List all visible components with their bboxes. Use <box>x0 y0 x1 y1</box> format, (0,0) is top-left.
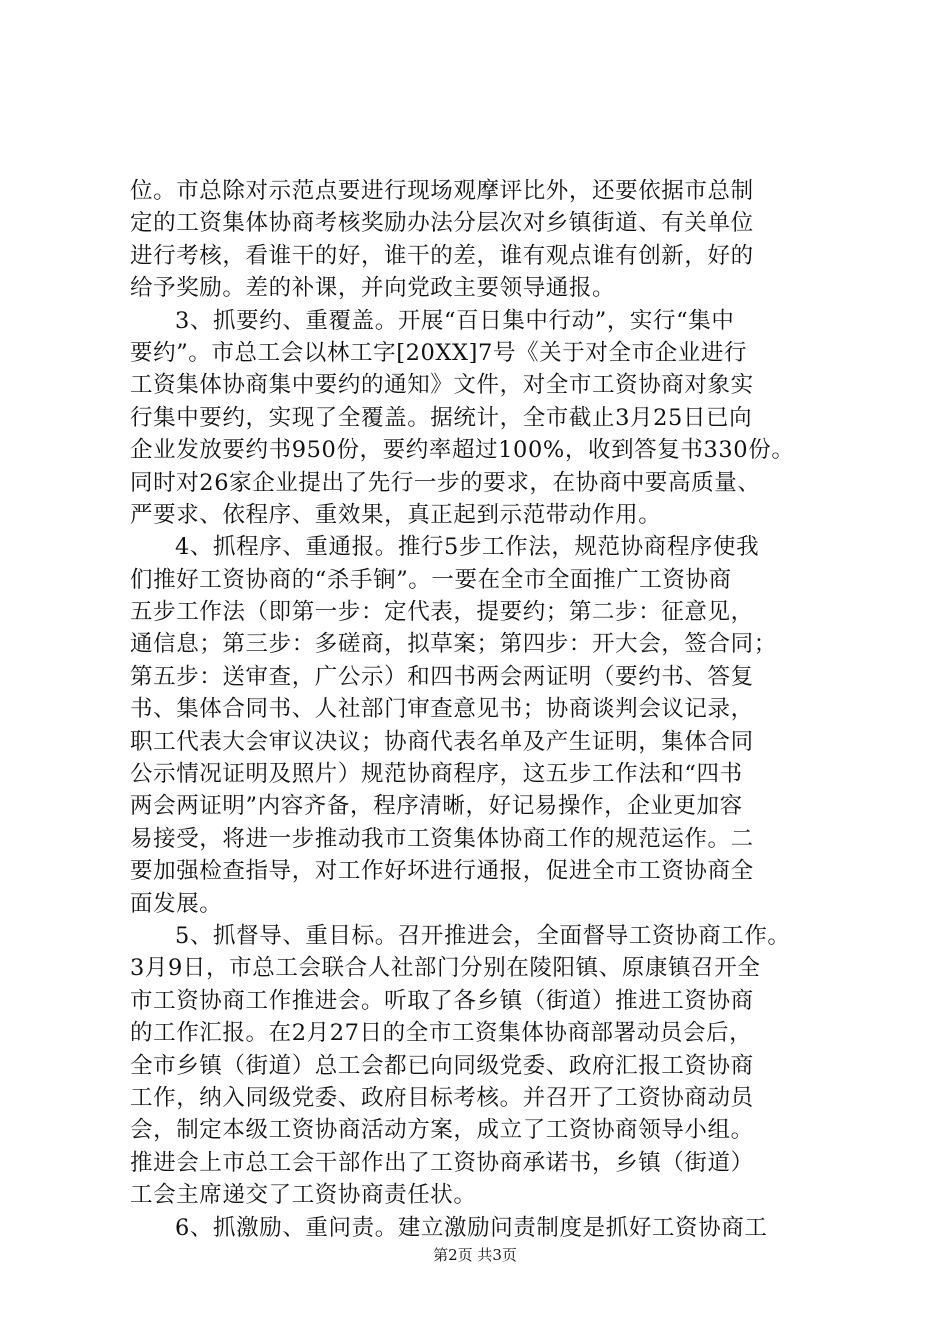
text-line: 市工资协商工作推进会。听取了各乡镇（街道）推进工资协商 <box>130 987 754 1014</box>
text-line: 要加强检查指导，对工作好坏进行通报，促进全市工资协商全 <box>130 858 754 885</box>
text-line: 位。市总除对示范点要进行现场观摩评比外，还要依据市总制 <box>130 178 754 204</box>
text-line: 们推好工资协商的“杀手锏”。一要在全市全面推广工资协商 <box>130 566 732 593</box>
text-line: 全市乡镇（街道）总工会都已向同级党委、政府汇报工资协商 <box>130 1052 754 1079</box>
paragraph-start-line: 6、抓激励、重问责。建立激励问责制度是抓好工资协商工 <box>175 1214 768 1241</box>
page-number-footer: 第2页 共3页 <box>433 1246 517 1264</box>
text-line: 严要求、依程序、重效果，真正起到示范带动作用。 <box>130 501 662 528</box>
text-line: 会，制定本级工资协商活动方案，成立了工资协商领导小组。 <box>130 1117 754 1144</box>
text-line: 的工作汇报。在2月27日的全市工资集体协商部署动员会后， <box>130 1020 753 1047</box>
text-line: 书、集体合同书、人社部门审查意见书；协商谈判会议记录， <box>130 696 754 723</box>
paragraph-start-line: 4、抓程序、重通报。推行5步工作法，规范协商程序使我 <box>175 534 760 561</box>
text-line: 面发展。 <box>130 890 223 917</box>
text-line: 五步工作法（即第一步：定代表，提要约；第二步：征意见， <box>130 599 754 626</box>
text-line: 职工代表大会审议决议；协商代表名单及产生证明，集体合同 <box>130 728 754 755</box>
paragraph-start-line: 3、抓要约、重覆盖。开展“百日集中行动”，实行“集中 <box>175 307 735 334</box>
paragraph-start-line: 5、抓督导、重目标。召开推进会，全面督导工资协商工作。 <box>175 922 791 949</box>
document-body <box>130 175 826 1244</box>
text-line: 企业发放要约书950份，要约率超过100%，收到答复书330份。 <box>130 437 795 464</box>
text-line: 推进会上市总工会干部作出了工资协商承诺书，乡镇（街道） <box>130 1149 754 1176</box>
text-line: 进行考核，看谁干的好，谁干的差，谁有观点谁有创新，好的 <box>130 242 754 269</box>
text-line: 要约”。市总工会以林工字[20XX]7号《关于对全市企业进行 <box>130 339 748 366</box>
text-line: 第五步：送审查，广公示）和四书两会两证明（要约书、答复 <box>130 663 754 690</box>
text-line: 通信息；第三步：多磋商，拟草案；第四步：开大会，签合同； <box>130 631 777 658</box>
text-line: 工作，纳入同级党委、政府目标考核。并召开了工资协商动员 <box>130 1084 754 1111</box>
text-line: 公示情况证明及照片）规范协商程序，这五步工作法和“四书 <box>130 761 743 788</box>
text-line: 两会两证明”内容齐备，程序清晰，好记易操作，企业更加容 <box>130 793 743 820</box>
text-line: 同时对26家企业提出了先行一步的要求，在协商中要高质量、 <box>130 469 761 496</box>
text-line: 3月9日，市总工会联合人社部门分别在陵阳镇、原康镇召开全 <box>130 955 761 982</box>
text-line: 易接受，将进一步推动我市工资集体协商工作的规范运作。二 <box>130 825 754 852</box>
text-line: 工资集体协商集中要约的通知》文件，对全市工资协商对象实 <box>130 372 754 399</box>
text-line: 定的工资集体协商考核奖励办法分层次对乡镇街道、有关单位 <box>130 210 754 237</box>
text-line: 工会主席递交了工资协商责任状。 <box>130 1182 477 1209</box>
text-line: 给予奖励。差的补课，并向党政主要领导通报。 <box>130 275 616 302</box>
text-line: 行集中要约，实现了全覆盖。据统计，全市截止3月25日已向 <box>130 404 753 431</box>
